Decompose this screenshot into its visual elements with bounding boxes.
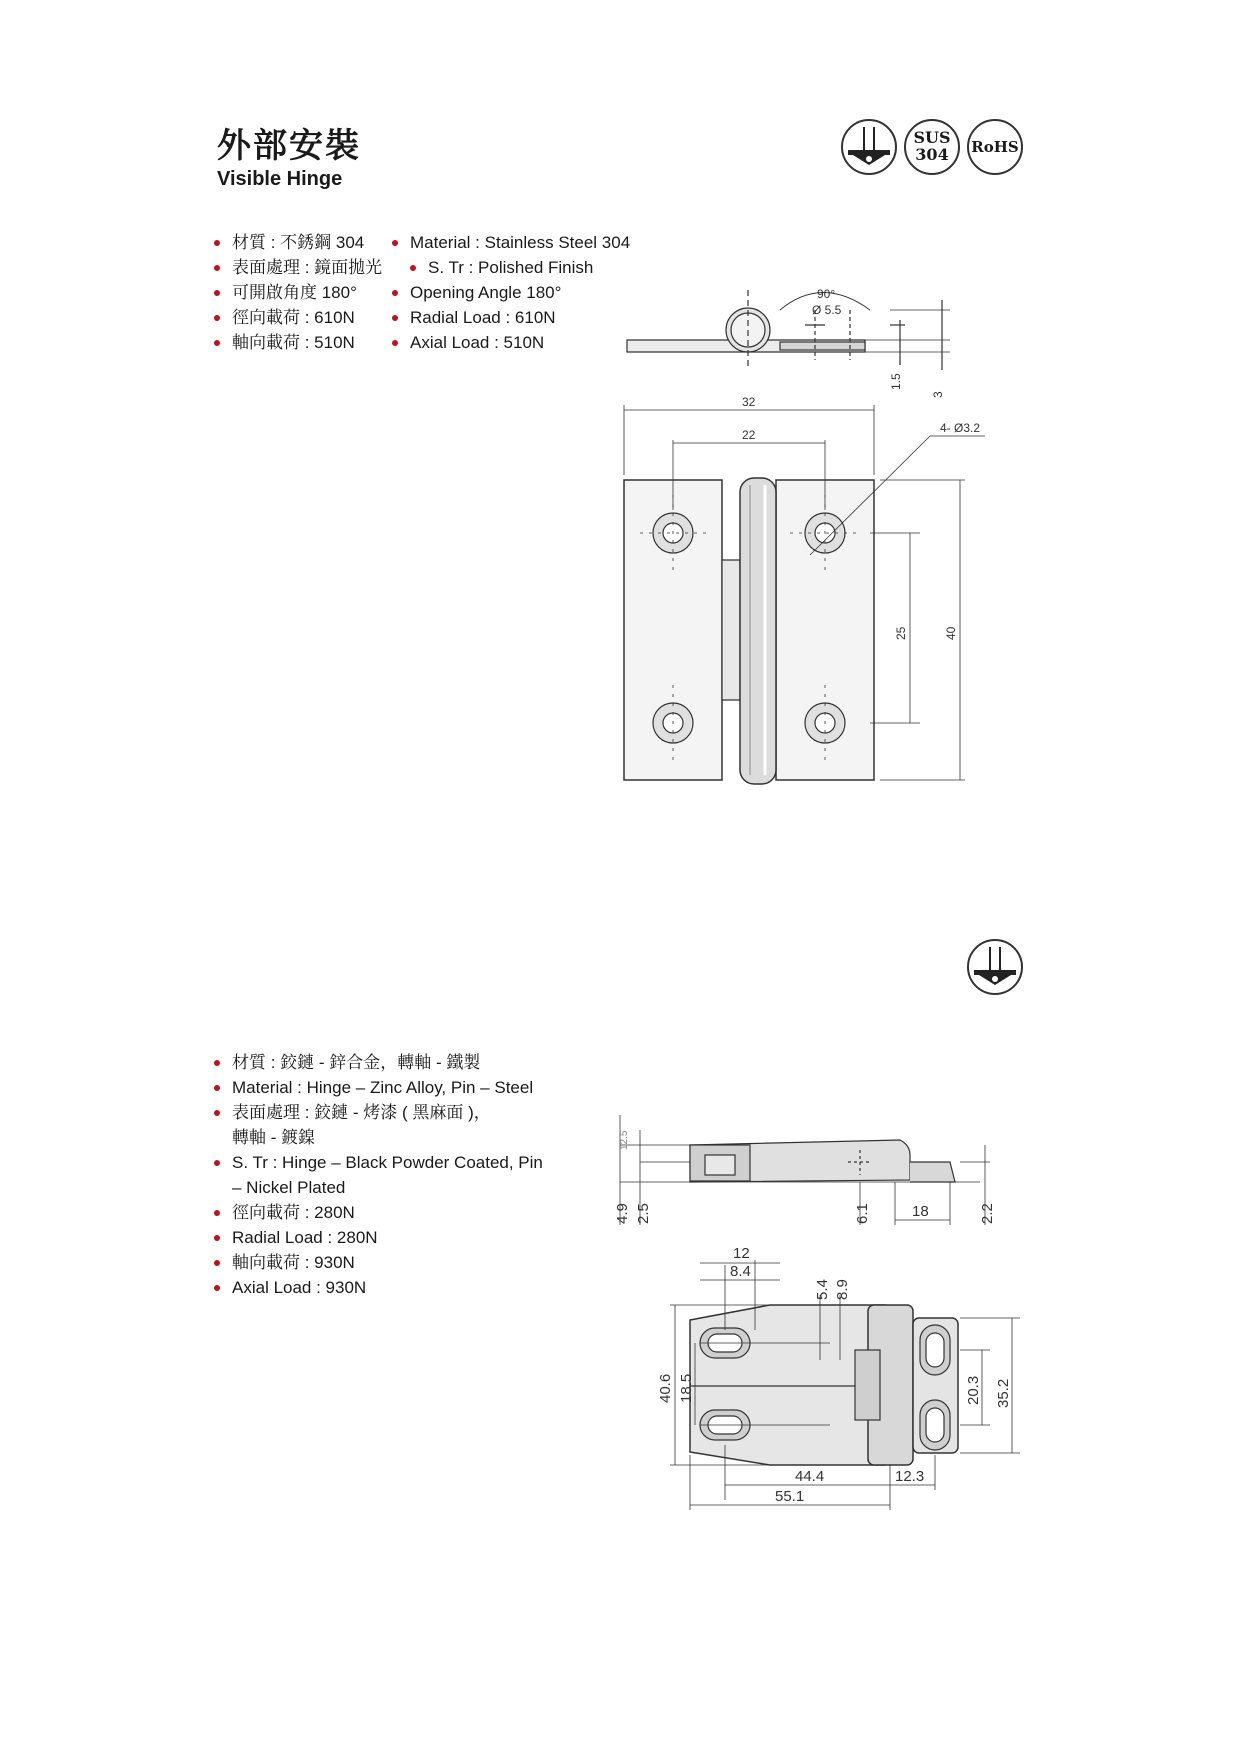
surface-mount-icon bbox=[841, 119, 897, 175]
spec-item: 表面處理 : 鉸鏈 - 烤漆 ( 黑麻面 )， bbox=[214, 1100, 543, 1125]
dim-8-4: 8.4 bbox=[730, 1263, 751, 1280]
spec-item: S. Tr : Polished Finish bbox=[410, 255, 630, 280]
dim-angle: 90° bbox=[817, 287, 836, 301]
page-title-en: Visible Hinge bbox=[217, 168, 343, 190]
dim-12: 12 bbox=[733, 1245, 750, 1262]
spec-item: Radial Load : 280N bbox=[214, 1225, 543, 1250]
hinge1-drawing bbox=[600, 270, 1020, 800]
dim-w-total: 32 bbox=[742, 395, 756, 409]
dim-h-total: 40 bbox=[944, 626, 958, 640]
surface-mount-icon bbox=[967, 939, 1023, 995]
dim-w-holes: 22 bbox=[742, 428, 756, 442]
dim-8-9: 8.9 bbox=[834, 1279, 851, 1300]
dim-t1: 1.5 bbox=[889, 373, 903, 390]
dim-18-5: 18.5 bbox=[678, 1373, 695, 1403]
dim-55-1: 55.1 bbox=[775, 1488, 805, 1505]
spec-item-continued: – Nickel Plated bbox=[232, 1178, 346, 1197]
spec-item: 材質 : 不銹鋼 304 bbox=[214, 230, 382, 255]
dim-20-3: 20.3 bbox=[965, 1375, 982, 1405]
spec-item: 徑向載荷 : 610N bbox=[214, 305, 382, 330]
spec-item: 軸向載荷 : 510N bbox=[214, 330, 382, 355]
spec-item: S. Tr : Hinge – Black Powder Coated, Pin bbox=[214, 1150, 543, 1175]
dim-12-3: 12.3 bbox=[895, 1468, 925, 1485]
spec-item-continued: 轉軸 - 鍍鎳 bbox=[232, 1128, 316, 1147]
dim-5-4: 5.4 bbox=[814, 1279, 831, 1300]
spec-item: Material : Hinge – Zinc Alloy, Pin – Steel bbox=[214, 1075, 543, 1100]
spec-item: Axial Load : 930N bbox=[214, 1275, 543, 1300]
dim-dia: Ø 5.5 bbox=[812, 303, 842, 317]
dim-18: 18 bbox=[912, 1203, 929, 1220]
rohs-label: RoHS bbox=[971, 138, 1019, 156]
spec-item: Radial Load : 610N bbox=[392, 305, 630, 330]
dim-35-2: 35.2 bbox=[995, 1378, 1012, 1408]
dim-2-5: 2.5 bbox=[635, 1203, 652, 1224]
hinge1-pin bbox=[740, 478, 776, 784]
dim-t2: 3 bbox=[931, 391, 945, 398]
spec-item: Opening Angle 180° bbox=[392, 280, 630, 305]
dim-4-9: 4.9 bbox=[614, 1203, 631, 1224]
sus304-badge bbox=[904, 119, 960, 175]
spec-item: 表面處理 : 鏡面拋光 bbox=[214, 255, 382, 280]
product2-specs bbox=[214, 1050, 543, 1300]
dim-top: 12.5 bbox=[619, 1130, 630, 1150]
sus-grade: 304 bbox=[915, 145, 949, 164]
dim-2-2: 2.2 bbox=[979, 1203, 996, 1224]
dim-h-holes: 25 bbox=[894, 626, 908, 640]
dim-44-4: 44.4 bbox=[795, 1468, 825, 1485]
sus-label: SUS bbox=[913, 128, 951, 147]
spec-item: 材質 : 鉸鏈 - 鋅合金，轉軸 - 鐵製 bbox=[214, 1050, 543, 1075]
spec-item: Axial Load : 510N bbox=[392, 330, 630, 355]
hinge2-drawing bbox=[580, 1100, 1050, 1520]
spec-item: 軸向載荷 : 930N bbox=[214, 1250, 543, 1275]
dim-holes: 4- Ø3.2 bbox=[940, 421, 981, 435]
rohs-badge bbox=[967, 119, 1023, 175]
dim-6-1: 6.1 bbox=[854, 1203, 871, 1224]
spec-item: Material : Stainless Steel 304 bbox=[392, 230, 630, 255]
spec-item: 徑向載荷 : 280N bbox=[214, 1200, 543, 1225]
product1-specs-en bbox=[392, 230, 630, 355]
spec-item: 可開啟角度 180° bbox=[214, 280, 382, 305]
page-title-zh: 外部安裝 bbox=[217, 126, 361, 166]
product1-specs-zh bbox=[214, 230, 382, 355]
dim-40-6: 40.6 bbox=[657, 1373, 674, 1403]
